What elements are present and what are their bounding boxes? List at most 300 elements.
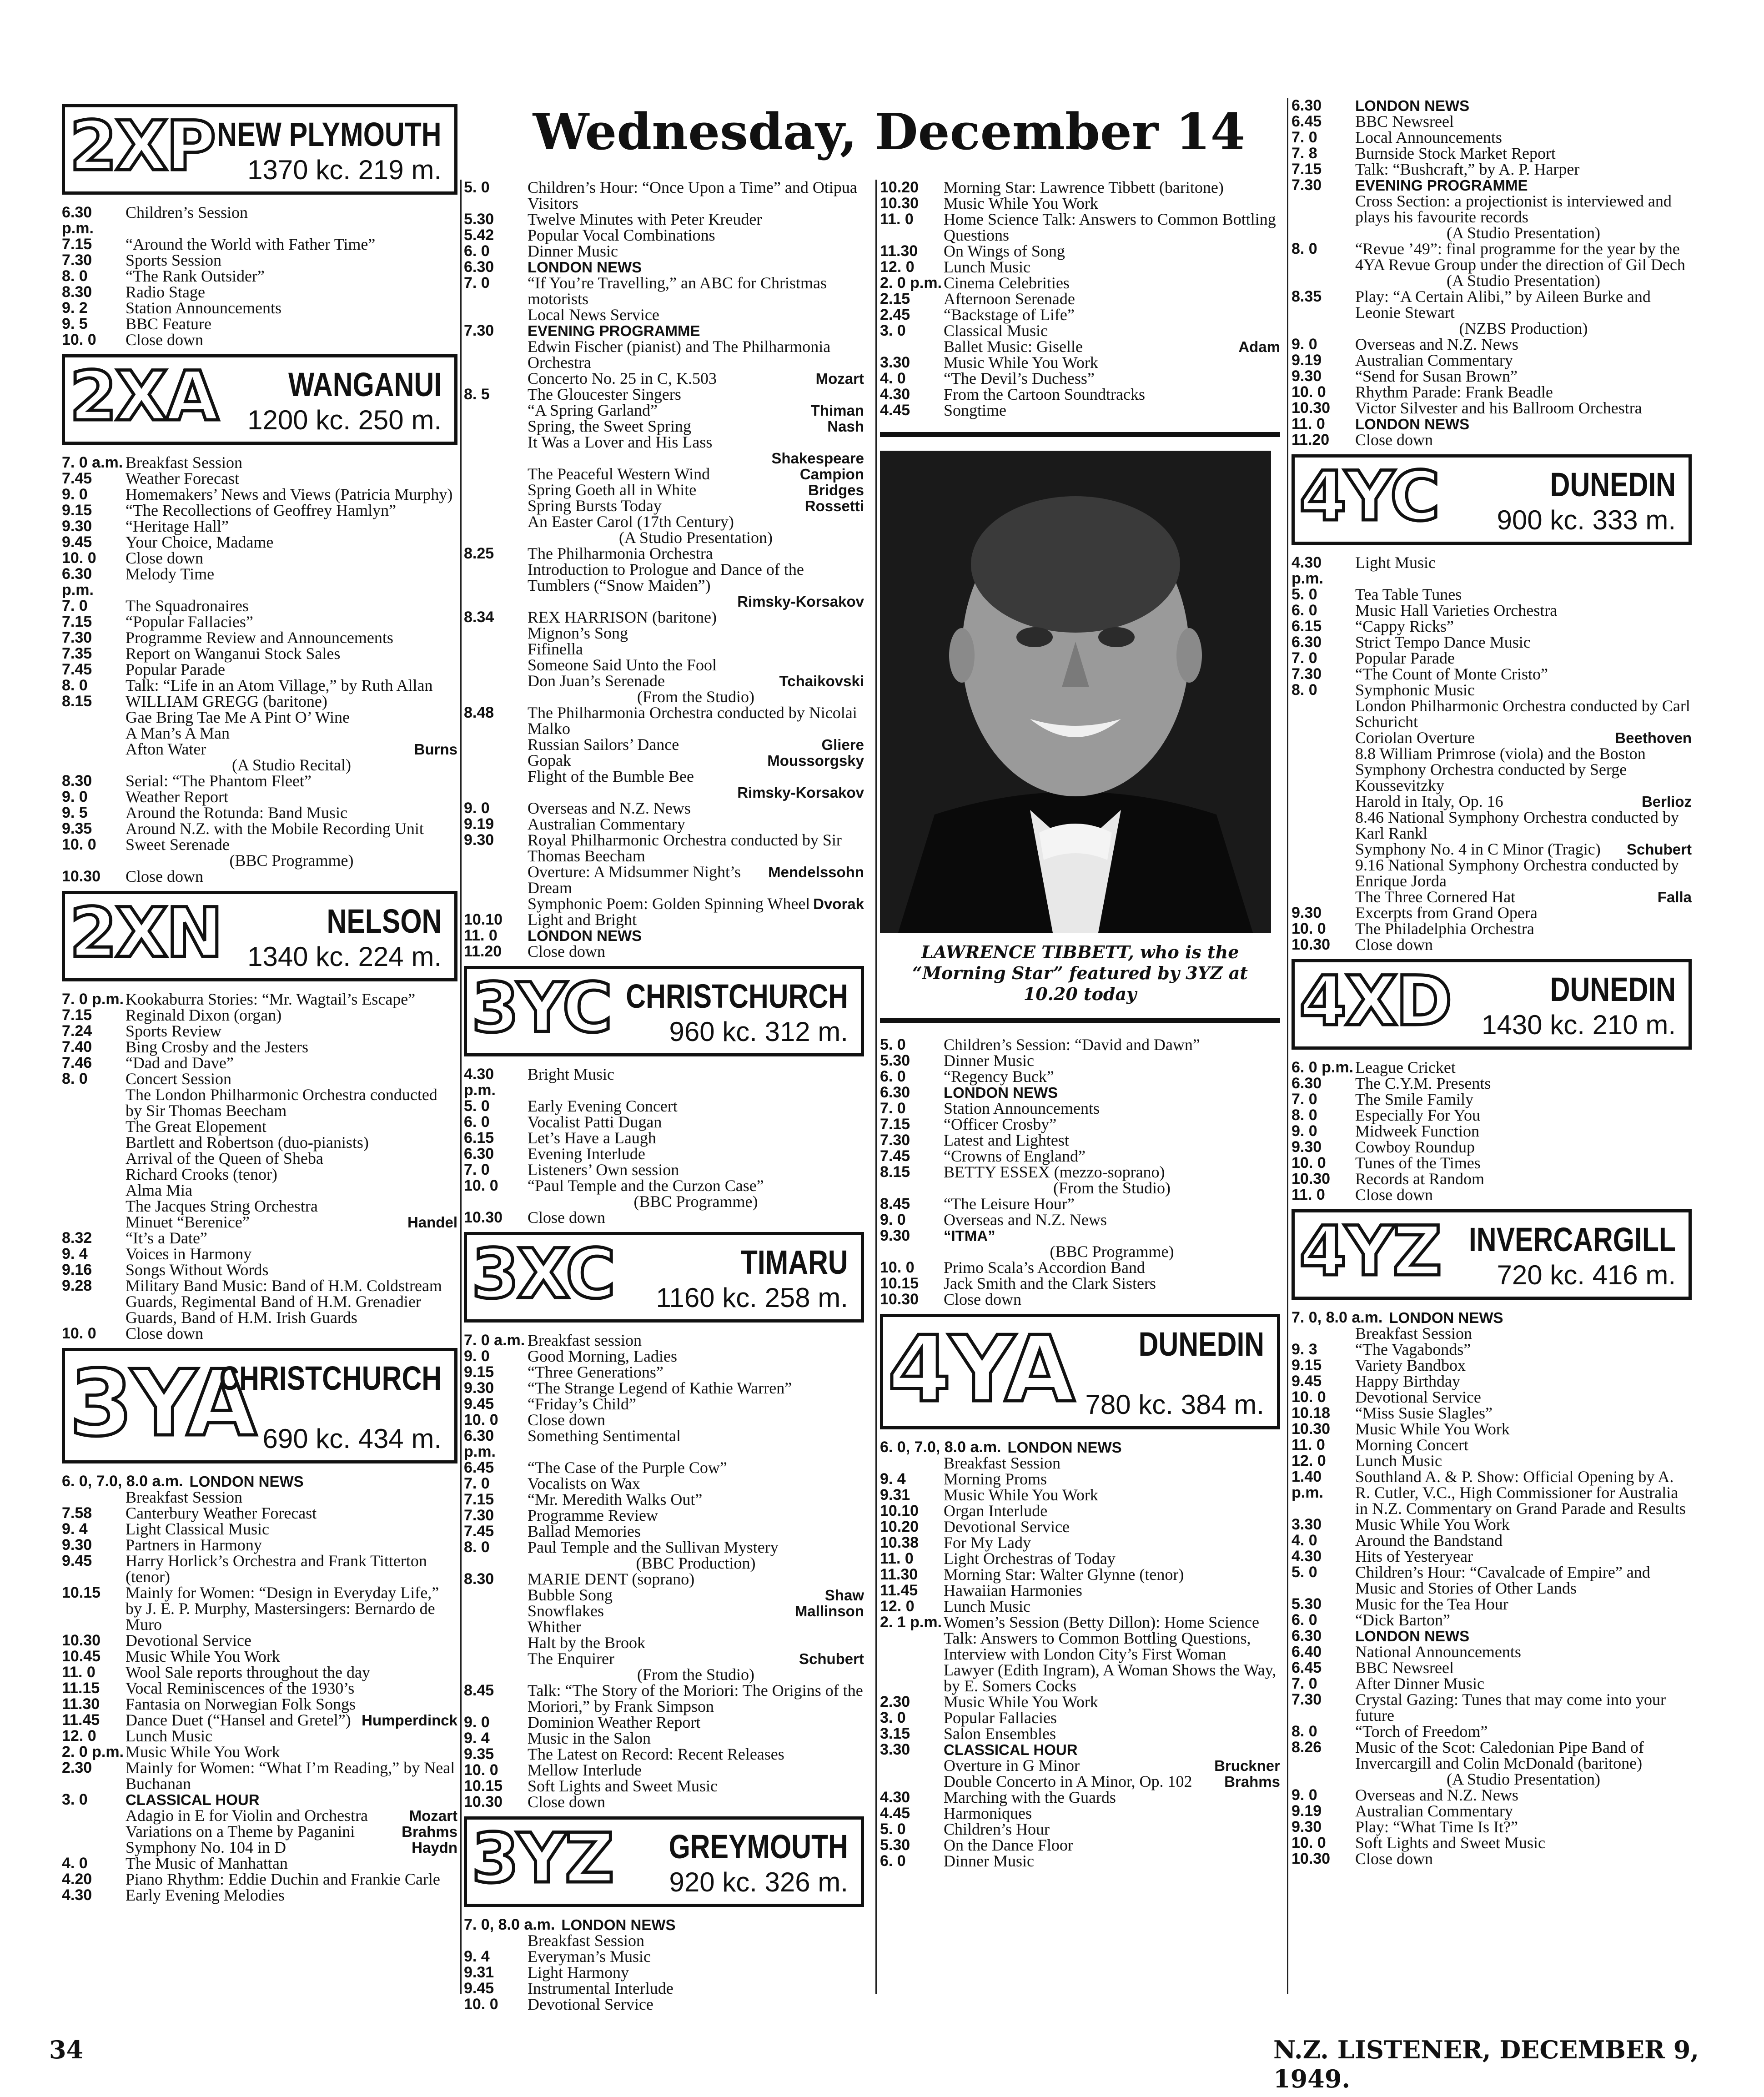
programme-entry [880, 1519, 1280, 1535]
programme-entry [880, 1455, 1280, 1471]
programme-time: 5.30 [1292, 1595, 1322, 1613]
programme-title: LONDON NEWS [944, 1084, 1058, 1101]
programme-entry [62, 1023, 457, 1039]
programme-time: 9. 0 [880, 1211, 906, 1228]
programme-entry [464, 609, 864, 625]
programme-title: Overseas and N.Z. News [1355, 335, 1518, 353]
programme-time: 9. 0 [62, 788, 88, 805]
programme-entry [464, 402, 864, 418]
programme-title: Soft Lights and Sweet Music [528, 1777, 718, 1795]
programme-title: Variety Bandbox [1355, 1356, 1466, 1374]
programme-entry [880, 1085, 1280, 1101]
programme-entry [464, 689, 864, 705]
programme-entry [1292, 555, 1692, 587]
programme-item-with-composer [126, 1214, 457, 1230]
programme-entry [1292, 241, 1692, 273]
station-header-3yc [464, 966, 864, 1056]
programme-entry [62, 1728, 457, 1744]
programme-entry [1292, 794, 1692, 810]
programme-item-with-composer [528, 1587, 864, 1603]
programme-title: Australian Commentary [528, 815, 685, 833]
station-name: TIMARU [741, 1243, 848, 1281]
programme-title: Hawaiian Harmonies [944, 1581, 1082, 1599]
programme-title: LONDON NEWS [189, 1473, 304, 1490]
programme-title: Cinema Celebrities [944, 274, 1070, 292]
station-header-2xn [62, 891, 457, 981]
programme-title: “The Rank Outsider” [126, 267, 265, 285]
programme-time: 10.15 [62, 1584, 101, 1601]
composer-name: Gliere [821, 736, 864, 753]
programme-entry [1292, 1628, 1692, 1644]
programme-time: 10.20 [880, 179, 919, 196]
programme-entry [62, 1665, 457, 1680]
programme-title: From the Cartoon Soundtracks [944, 385, 1145, 403]
programme-time: 5.42 [464, 226, 494, 244]
programme-time: 7. 0 a.m. [464, 1332, 525, 1349]
programme-entry [464, 1555, 864, 1571]
programme-time: 8.15 [62, 693, 92, 710]
composer-name: Rimsky-Korsakov [737, 784, 864, 801]
programme-title: Music While You Work [126, 1647, 280, 1665]
programme-entry [62, 1633, 457, 1649]
programme-entry [62, 709, 457, 725]
programme-time: 7.15 [1292, 161, 1322, 178]
programme-time: 9. 0 [1292, 336, 1317, 353]
programme-entry [62, 1824, 457, 1840]
programme-title: Bing Crosby and the Jesters [126, 1038, 308, 1056]
composer-name: Tchaikovski [779, 673, 864, 689]
programme-time: 3. 0 [880, 1709, 906, 1726]
programme-time [1292, 730, 1355, 746]
programme-title: Light Music [1355, 553, 1436, 572]
programme-title: Programme Review [528, 1506, 658, 1524]
programme-title: LONDON NEWS [1355, 97, 1470, 114]
programme-entry [1292, 1123, 1692, 1139]
programme-title: Morning Star: Lawrence Tibbett (baritone) [944, 178, 1224, 196]
programme-time: 9.28 [62, 1277, 92, 1294]
programme-title: “Torch of Freedom” [1355, 1722, 1488, 1740]
programme-entry [464, 1715, 864, 1730]
programme-title: “Around the World with Father Time” [126, 235, 376, 253]
programme-title: Tunes of the Times [1355, 1154, 1481, 1172]
programme-title: Vocal Reminiscences of the 1930’s [126, 1679, 355, 1697]
programme-title: Sports Review [126, 1022, 221, 1040]
programme-time: 12. 0 [62, 1727, 96, 1745]
programme-time: 7. 0 [464, 274, 490, 292]
programme-entry [1292, 1517, 1692, 1533]
programme-entry [1292, 384, 1692, 400]
programme-time: 4. 0 [62, 1855, 88, 1872]
programme-time [464, 657, 528, 673]
column-rule [1287, 98, 1288, 1994]
programme-item-with-composer [126, 1824, 457, 1840]
programme-time: 12. 0 [1292, 1452, 1326, 1469]
programme-entry [464, 1508, 864, 1524]
programme-entry [62, 662, 457, 678]
programme-list-2xa [62, 455, 457, 885]
programme-entry [62, 725, 457, 741]
programme-list-3ya [62, 1473, 457, 1903]
programme-entry [1292, 634, 1692, 650]
programme-entry [1292, 650, 1692, 666]
programme-time: 6. 0 [880, 1068, 906, 1085]
programme-title: Royal Philharmonic Orchestra conducted by Sir Thomas Beecham [528, 831, 842, 865]
programme-time: 10. 0 [1292, 383, 1326, 401]
programme-title: Children’s Hour: “Once Upon a Time” and Otipua Visitors [528, 178, 857, 212]
programme-entry [1292, 619, 1692, 634]
programme-title: Station Announcements [126, 299, 281, 317]
station-code: 4YZ [1299, 1212, 1440, 1291]
programme-title: LONDON NEWS [1355, 416, 1470, 432]
programme-entry [464, 800, 864, 816]
programme-title: Local Announcements [1355, 128, 1502, 146]
programme-title: Children’s Session: “David and Dawn” [944, 1036, 1200, 1054]
station-frequency: 960 kc. 312 m. [669, 1016, 848, 1047]
programme-time: 11. 0 [62, 1664, 95, 1681]
station-frequency: 1200 kc. 250 m. [247, 405, 442, 435]
programme-title: “The Case of the Purple Cow” [528, 1458, 727, 1477]
programme-title: Fifinella [528, 640, 583, 658]
programme-entry [464, 514, 864, 530]
programme-time [62, 741, 126, 757]
programme-title: Talk: “Life in an Atom Village,” by Ruth Allan [126, 676, 433, 694]
programme-entry [880, 1805, 1280, 1821]
programme-time: 7. 0, 8.0 a.m. [1292, 1309, 1383, 1326]
programme-list-continued [464, 180, 864, 960]
programme-time: 9.19 [1292, 1802, 1322, 1820]
programme-entry [464, 1981, 864, 1996]
station-code: 2XP [70, 107, 214, 186]
station-header-3xc [464, 1232, 864, 1323]
programme-entry [880, 1116, 1280, 1132]
programme-title: Station Announcements [944, 1099, 1100, 1117]
programme-title: Variations on a Theme by Paganini [126, 1822, 355, 1841]
programme-time: 8.30 [62, 772, 92, 790]
programme-time [464, 307, 528, 323]
station-frequency: 900 kc. 333 m. [1497, 505, 1676, 535]
programme-title: Let’s Have a Laugh [528, 1129, 656, 1147]
programme-time [464, 418, 528, 434]
programme-time: 5.30 [464, 211, 494, 228]
programme-time: 6. 0 [1292, 1611, 1317, 1629]
programme-entry [1292, 1851, 1692, 1867]
programme-entry [880, 243, 1280, 259]
programme-time: 10. 0 [62, 331, 96, 348]
programme-entry [880, 402, 1280, 418]
programme-title: National Announcements [1355, 1643, 1521, 1661]
programme-time [880, 1774, 944, 1790]
station-name: GREYMOUTH [668, 1828, 848, 1866]
programme-time [1292, 321, 1355, 337]
programme-entry [880, 1471, 1280, 1487]
programme-time: 10.30 [1292, 1850, 1331, 1867]
programme-time: 4.30 [62, 1886, 92, 1904]
programme-time: 7.15 [62, 1006, 92, 1024]
programme-entry [464, 912, 864, 928]
programme-entry [464, 1619, 864, 1635]
programme-entry [62, 1262, 457, 1278]
programme-time: 6.30 [1292, 1627, 1322, 1644]
programme-time: 9.15 [62, 502, 92, 519]
programme-time: 8.30 [62, 283, 92, 301]
programme-time: 10. 0 [880, 1259, 915, 1276]
programme-title: League Cricket [1355, 1058, 1456, 1076]
programme-time: 9. 0 [464, 800, 490, 817]
programme-title: Afternoon Serenade [944, 290, 1075, 308]
programme-time [62, 1824, 126, 1840]
programme-title: Ballet Music: Giselle [944, 337, 1083, 356]
programme-title: Close down [1355, 1850, 1433, 1868]
programme-title: The C.Y.M. Presents [1355, 1074, 1491, 1092]
programme-entry [62, 1007, 457, 1023]
station-name: NELSON [327, 902, 442, 940]
programme-time: 4.45 [880, 1805, 910, 1822]
programme-title: Symphony No. 4 in C Minor (Tragic) [1355, 840, 1601, 858]
programme-title: Breakfast Session [528, 1931, 644, 1950]
programme-entry [1292, 1373, 1692, 1389]
programme-title: Coriolan Overture [1355, 729, 1475, 747]
programme-time: 5. 0 [880, 1036, 906, 1053]
programme-entry [464, 864, 864, 896]
programme-entry [464, 387, 864, 402]
programme-title: BETTY ESSEX (mezzo-soprano) [944, 1163, 1165, 1181]
programme-title: Close down [528, 1793, 605, 1811]
programme-entry [62, 694, 457, 709]
programme-entry [62, 1585, 457, 1633]
programme-entry [464, 1635, 864, 1651]
programme-time: 8.45 [464, 1682, 494, 1699]
programme-entry [1292, 810, 1692, 841]
programme-entry [1292, 114, 1692, 130]
programme-title: Kookaburra Stories: “Mr. Wagtail’s Escape” [126, 990, 416, 1008]
programme-title: REX HARRISON (baritone) [528, 608, 717, 626]
programme-title: Breakfast session [528, 1331, 642, 1349]
programme-time [62, 709, 126, 725]
programme-time: 6. 0, 7.0, 8.0 a.m. [880, 1438, 1001, 1456]
programme-entry [62, 1792, 457, 1808]
programme-title: For My Lady [944, 1534, 1031, 1552]
programme-title: Primo Scala’s Accordion Band [944, 1258, 1145, 1277]
programme-title: “It’s a Date” [126, 1229, 207, 1247]
programme-time: 6.45 [464, 1459, 494, 1476]
programme-time: 7.35 [62, 645, 92, 662]
programme-entry [880, 275, 1280, 291]
programme-time: 7. 0 [464, 1161, 490, 1178]
programme-title: Morning Concert [1355, 1436, 1468, 1454]
programme-time: 10.30 [1292, 1420, 1331, 1438]
programme-title: Close down [528, 1411, 605, 1429]
programme-title: Spring, the Sweet Spring [528, 417, 691, 435]
programme-title: Light Orchestras of Today [944, 1549, 1116, 1568]
programme-title: Dinner Music [528, 242, 618, 260]
station-code: 4YC [1299, 457, 1438, 536]
programme-time: 7.58 [62, 1504, 92, 1522]
programme-time: 7.15 [62, 236, 92, 253]
programme-time [62, 1198, 126, 1214]
programme-entry [62, 773, 457, 789]
programme-title: Good Morning, Ladies [528, 1347, 677, 1365]
programme-title: Women’s Session (Betty Dillon): Home Science Talk: Answers to Common Bottling Questions, Interview with London City’s First Woman Lawyer (Edith Ingram), A Woman Shows the Way, by E. Somers Cocks [944, 1613, 1277, 1695]
programme-title: Overseas and N.Z. News [528, 799, 691, 817]
programme-entry [62, 1278, 457, 1326]
programme-item-with-composer [528, 402, 864, 418]
programme-title: “Popular Fallacies” [126, 613, 253, 631]
programme-title: Evening Interlude [528, 1145, 645, 1163]
programme-item-with-composer [1355, 841, 1692, 857]
programme-entry [1292, 1091, 1692, 1107]
programme-entry [880, 1614, 1280, 1694]
programme-time: 6.15 [1292, 618, 1322, 635]
programme-entry [1292, 289, 1692, 321]
programme-time: 11.30 [880, 242, 918, 260]
programme-entry [464, 482, 864, 498]
programme-time [1292, 273, 1355, 289]
programme-entry [62, 566, 457, 598]
programme-entry [464, 1746, 864, 1762]
programme-time: 9. 4 [62, 1520, 88, 1538]
programme-list-4ya [880, 1439, 1280, 1869]
programme-time: 1.40 p.m. [1292, 1468, 1323, 1501]
programme-time [464, 466, 528, 482]
programme-title: LONDON NEWS [1007, 1439, 1122, 1456]
programme-title: Harmoniques [944, 1804, 1032, 1822]
station-frequency: 1160 kc. 258 m. [656, 1282, 848, 1313]
programme-entry [1292, 321, 1692, 337]
programme-entry [1292, 1533, 1692, 1549]
programme-entry [464, 1412, 864, 1428]
programme-item-with-composer [1355, 889, 1692, 905]
programme-time: 9. 0 [464, 1714, 490, 1731]
programme-entry [464, 753, 864, 769]
programme-title: Weather Forecast [126, 469, 239, 488]
programme-entry [62, 1808, 457, 1824]
programme-time: 8. 0 [1292, 681, 1317, 699]
programme-time: 11.30 [880, 1566, 918, 1583]
programme-time: 8.45 [880, 1195, 910, 1212]
programme-title: Symphonic Poem: Golden Spinning Wheel [528, 895, 810, 913]
programme-title: Afton Water [126, 740, 206, 758]
programme-entry [62, 1230, 457, 1246]
programme-time [464, 434, 528, 450]
programme-time: 11. 0 [464, 927, 498, 944]
column-1 [62, 98, 457, 1903]
programme-entry [62, 853, 457, 869]
programme-title: (From the Studio) [637, 688, 754, 706]
programme-time: 7.15 [880, 1116, 910, 1133]
programme-entry [62, 630, 457, 646]
programme-item-with-composer [528, 450, 864, 466]
programme-entry [464, 1539, 864, 1555]
programme-time: 6. 0 [880, 1852, 906, 1870]
programme-time [464, 339, 528, 371]
programme-title: Devotional Service [944, 1518, 1070, 1536]
station-name: INVERCARGILL [1468, 1221, 1676, 1258]
programme-time: 7. 0 [1292, 1091, 1317, 1108]
programme-time: 7.15 [464, 1491, 494, 1508]
programme-title: Lunch Music [944, 1597, 1030, 1615]
programme-entry [62, 646, 457, 662]
programme-entry [62, 1680, 457, 1696]
programme-entry [62, 300, 457, 316]
programme-item-with-composer [528, 482, 864, 498]
programme-title: Alma Mia [126, 1181, 192, 1199]
programme-title: Music While You Work [944, 1486, 1098, 1504]
programme-time: 6.45 [1292, 113, 1322, 130]
programme-time: 9. 0 [1292, 1122, 1317, 1140]
programme-entry [62, 789, 457, 805]
programme-list-4ya-continued [1292, 98, 1692, 448]
programme-entry [880, 1821, 1280, 1837]
programme-title: EVENING PROGRAMME [1355, 177, 1528, 194]
programme-entry [464, 1066, 864, 1098]
programme-time [464, 1619, 528, 1635]
programme-title: (A Studio Presentation) [1447, 224, 1600, 242]
programme-time: 7.40 [62, 1038, 92, 1056]
programme-time: 7. 0 [464, 1475, 490, 1492]
programme-entry [464, 1762, 864, 1778]
programme-title: Overture in G Minor [944, 1756, 1080, 1775]
programme-time: 7.30 [1292, 665, 1322, 683]
programme-entry [62, 236, 457, 252]
programme-entry [464, 1380, 864, 1396]
programme-entry [1292, 746, 1692, 794]
programme-title: Cross Section: a projectionist is interviewed and plays his favourite records [1355, 192, 1672, 226]
programme-title: The Smile Family [1355, 1090, 1473, 1108]
programme-entry [464, 275, 864, 307]
programme-time: 10.30 [62, 868, 101, 885]
programme-entry [62, 1505, 457, 1521]
programme-title: Spring Goeth all in White [528, 481, 697, 499]
programme-title: Voices in Harmony [126, 1245, 252, 1263]
programme-title: “The Leisure Hour” [944, 1195, 1075, 1213]
programme-list-4yz [1292, 1310, 1692, 1867]
programme-title: Concert Session [126, 1070, 231, 1088]
programme-entry [62, 741, 457, 757]
programme-title: London Philharmonic Orchestra conducted by Carl Schuricht [1355, 697, 1690, 731]
programme-entry [464, 1114, 864, 1130]
programme-time [464, 593, 528, 609]
programme-entry [1292, 857, 1692, 889]
programme-time: 4.30 [1292, 1548, 1322, 1565]
programme-entry [880, 1837, 1280, 1853]
programme-time: 11. 0 [1292, 415, 1325, 432]
programme-time: 10. 0 [464, 1177, 498, 1194]
programme-entry [1292, 1453, 1692, 1469]
programme-time: 8.26 [1292, 1739, 1322, 1756]
programme-time: 5.30 [880, 1836, 910, 1854]
station-code: 3XC [472, 1235, 614, 1314]
programme-title: (A Studio Presentation) [1447, 1770, 1600, 1788]
programme-title: Piano Rhythm: Eddie Duchin and Frankie Carle [126, 1870, 440, 1888]
composer-name: Berlioz [1641, 793, 1692, 810]
programme-entry [1292, 337, 1692, 352]
programme-title: (BBC Production) [636, 1554, 756, 1572]
programme-time: 4.30 [880, 1789, 910, 1806]
column-4 [1292, 98, 1692, 1867]
programme-time: 6.40 [1292, 1643, 1322, 1660]
programme-entry [464, 211, 864, 227]
programme-entry [1292, 1187, 1692, 1203]
programme-entry [1292, 587, 1692, 603]
programme-entry [1292, 1724, 1692, 1740]
programme-title: BBC Newsreel [1355, 112, 1454, 131]
programme-time: 8.48 [464, 704, 494, 721]
programme-title: Harold in Italy, Op. 16 [1355, 792, 1503, 810]
programme-item-with-composer [126, 1808, 457, 1824]
programme-entry [62, 332, 457, 348]
programme-time: 7. 0 p.m. [62, 991, 124, 1008]
programme-time: 6.30 [1292, 1075, 1322, 1092]
